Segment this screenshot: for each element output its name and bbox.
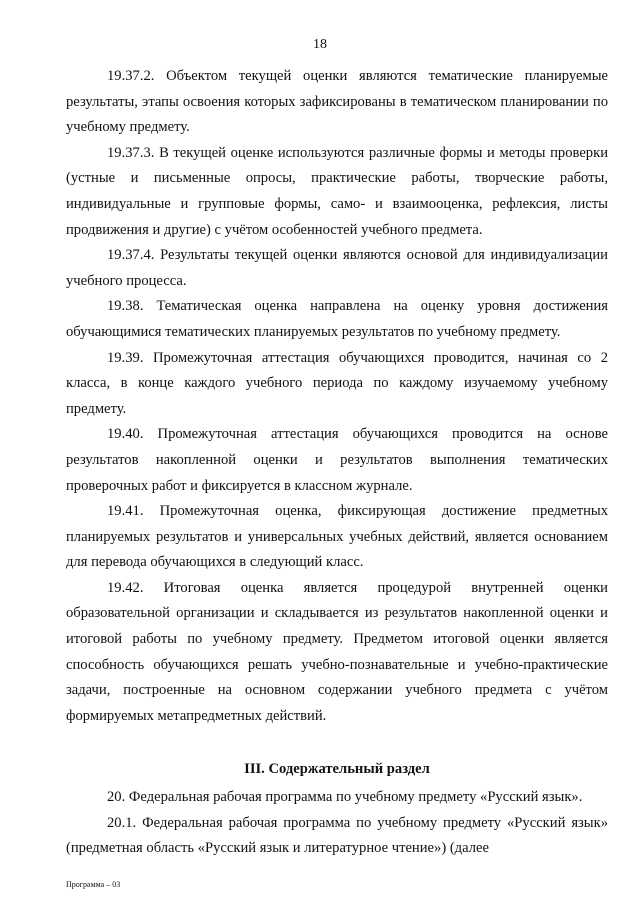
paragraph-19-40: 19.40. Промежуточная аттестация обучающихся проводится на основе результатов накопленной оценки и результатов выполнения тематических проверочных работ и фиксируется в классном журнале. [66, 426, 608, 494]
document-body [66, 64, 608, 862]
paragraph-20: 20. Федеральная рабочая программа по учебному предмету «Русский язык». [107, 789, 583, 806]
page-number: 18 [313, 37, 327, 52]
paragraph-19-38: 19.38. Тематическая оценка направлена на оценку уровня достижения обучающимися тематических планируемых результатов по учебному предмету. [66, 298, 608, 340]
paragraph-19-37-2: 19.37.2. Объектом текущей оценки являются тематические планируемые результаты, этапы освоения которых зафиксированы в тематическом планировании по учебному предмету. [66, 68, 608, 136]
paragraph-19-42: 19.42. Итоговая оценка является процедурой внутренней оценки образовательной организации и складывается из результатов накопленной оценки и итоговой работы по учебному предмету. Предметом итоговой оценки является способность обучающихся решать учебно-познавательные и учебно-практические задачи, построенные на основном содержании учебного предмета с учётом формируемых метапредметных действий. [66, 579, 608, 724]
paragraph-20-1: 20.1. Федеральная рабочая программа по учебному предмету «Русский язык» (предметная область «Русский язык и литературное чтение») (далее [66, 814, 608, 857]
page-footer: Программа – 03 [66, 880, 121, 889]
paragraph-19-39: 19.39. Промежуточная аттестация обучающихся проводится, начиная со 2 класса, в конце каждого учебного периода по каждому изучаемому учебному предмету. [66, 349, 608, 417]
paragraph-19-41: 19.41. Промежуточная оценка, фиксирующая достижение предметных планируемых результатов и универсальных учебных действий, является основанием для перевода обучающихся в следующий класс. [66, 503, 608, 571]
paragraph-19-37-4: 19.37.4. Результаты текущей оценки являются основой для индивидуализации учебного процесса. [66, 247, 608, 289]
paragraph-19-37-3: 19.37.3. В текущей оценке используются различные формы и методы проверки (устные и письменные опросы, практические работы, творческие работы, индивидуальные и групповые формы, само- и взаимооценка, рефлексия, листы продвижения и другие) с учётом особенностей учебного предмета. [66, 144, 608, 238]
section-title: III. Содержательный раздел [244, 761, 430, 778]
